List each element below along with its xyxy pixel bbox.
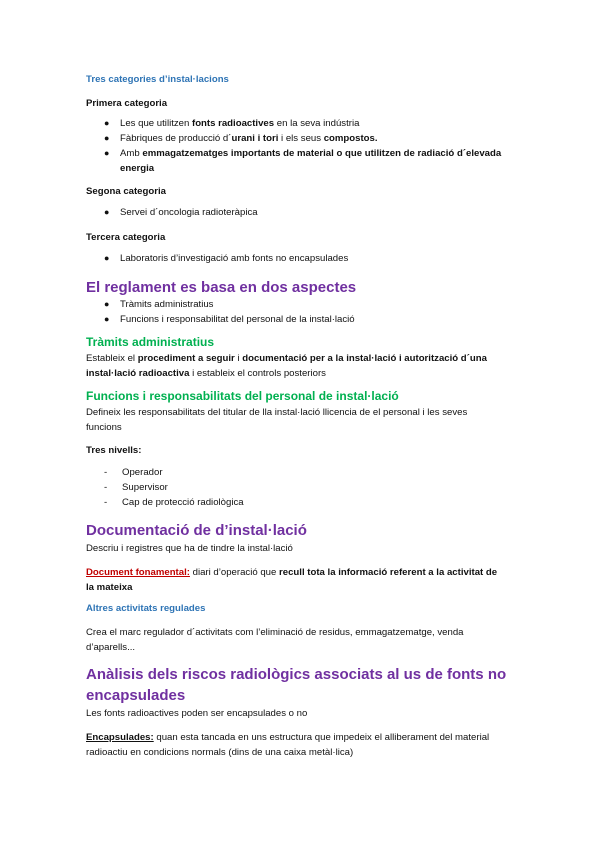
list-item: - Supervisor — [104, 482, 168, 493]
bullet-icon: ● — [104, 299, 110, 309]
list-item: ● Les que utilitzen fonts radioactives en la seva indústria — [104, 118, 360, 129]
heading-analisis-line-1: Anàlisis dels riscos radiològics associats al us de fonts no — [86, 666, 507, 683]
heading-reglament: El reglament es basa en dos aspectes — [86, 279, 357, 296]
tramits-line-2: instal·lació radioactiva i estableix el controls posteriors — [86, 368, 326, 379]
list-item: - Operador — [104, 467, 163, 478]
document-fonamental-line-2: la mateixa — [86, 582, 133, 593]
primera-categoria-list — [100, 116, 530, 176]
bullet-icon: ● — [104, 118, 110, 128]
bullet-icon: ● — [104, 253, 110, 263]
bullet-icon: ● — [104, 148, 110, 158]
heading-tramits: Tràmits administratius — [86, 335, 215, 349]
title-tercera-categoria: Tercera categoria — [86, 232, 166, 243]
nivells-list — [104, 465, 244, 510]
tramits-line-1: Estableix el procediment a seguir i documentació per a la instal·lació i autorització d´una — [86, 353, 487, 364]
bullet-icon: ● — [104, 314, 110, 324]
list-item: - Cap de protecció radiològica — [104, 497, 244, 508]
analisis-line: Les fonts radioactives poden ser encapsulades o no — [86, 708, 308, 719]
dash-icon: - — [104, 497, 108, 508]
title-segona-categoria: Segona categoria — [86, 186, 166, 197]
heading-analisis-line-2: encapsulades — [86, 687, 186, 704]
bullet-icon: ● — [104, 207, 110, 217]
funcions-line-1: Defineix les responsabilitats del titular de lla instal·lació llicencia de el personal i les seves — [86, 407, 468, 418]
title-primera-categoria: Primera categoria — [86, 98, 168, 109]
encapsulades-line-1: Encapsulades: quan esta tancada en uns estructura que impedeix el alliberament del material — [86, 732, 490, 743]
altres-line-1: Crea el marc regulador d´activitats com l’eliminació de residus, emmagatzematge, venda — [86, 627, 464, 638]
title-tres-nivells: Tres nivells: — [86, 445, 142, 456]
heading-documentacio: Documentació de d’instal·lació — [86, 522, 307, 539]
documentacio-line: Descriu i registres que ha de tindre la instal·lació — [86, 543, 293, 554]
document-fonamental-line-1: Document fonamental: diari d’operació que recull tota la informació referent a la activitat de — [86, 567, 498, 578]
list-item: ● Laboratoris d’investigació amb fonts no encapsulades — [104, 253, 349, 264]
encapsulades-line-2: radioactiu en condicions normals (dins de una caixa metàl·lica) — [86, 747, 354, 758]
list-item: ● Funcions i responsabilitat del personal de la instal·lació — [104, 314, 355, 325]
tercera-categoria-list — [100, 251, 348, 266]
heading-tres-categories: Tres categories d’instal·lacions — [86, 74, 229, 85]
segona-categoria-list — [100, 205, 258, 220]
dash-icon: - — [104, 482, 108, 493]
reglament-list — [100, 297, 355, 327]
list-item: ● Amb emmagatzematges importants de material o que utilitzen de radiació d´elevada energia — [104, 148, 502, 174]
altres-line-2: d’aparells... — [86, 642, 136, 653]
list-item: ● Fàbriques de producció d´urani i tori i els seus compostos. — [104, 133, 378, 144]
dash-icon: - — [104, 467, 108, 478]
heading-funcions: Funcions i responsabilitats del personal de instal·lació — [86, 389, 399, 403]
bullet-icon: ● — [104, 133, 110, 143]
list-item: ● Servei d´oncologia radioteràpica — [104, 207, 258, 218]
heading-altres-activitats: Altres activitats regulades — [86, 603, 206, 614]
funcions-line-2: funcions — [86, 422, 122, 433]
list-item: ● Tràmits administratius — [104, 299, 214, 310]
